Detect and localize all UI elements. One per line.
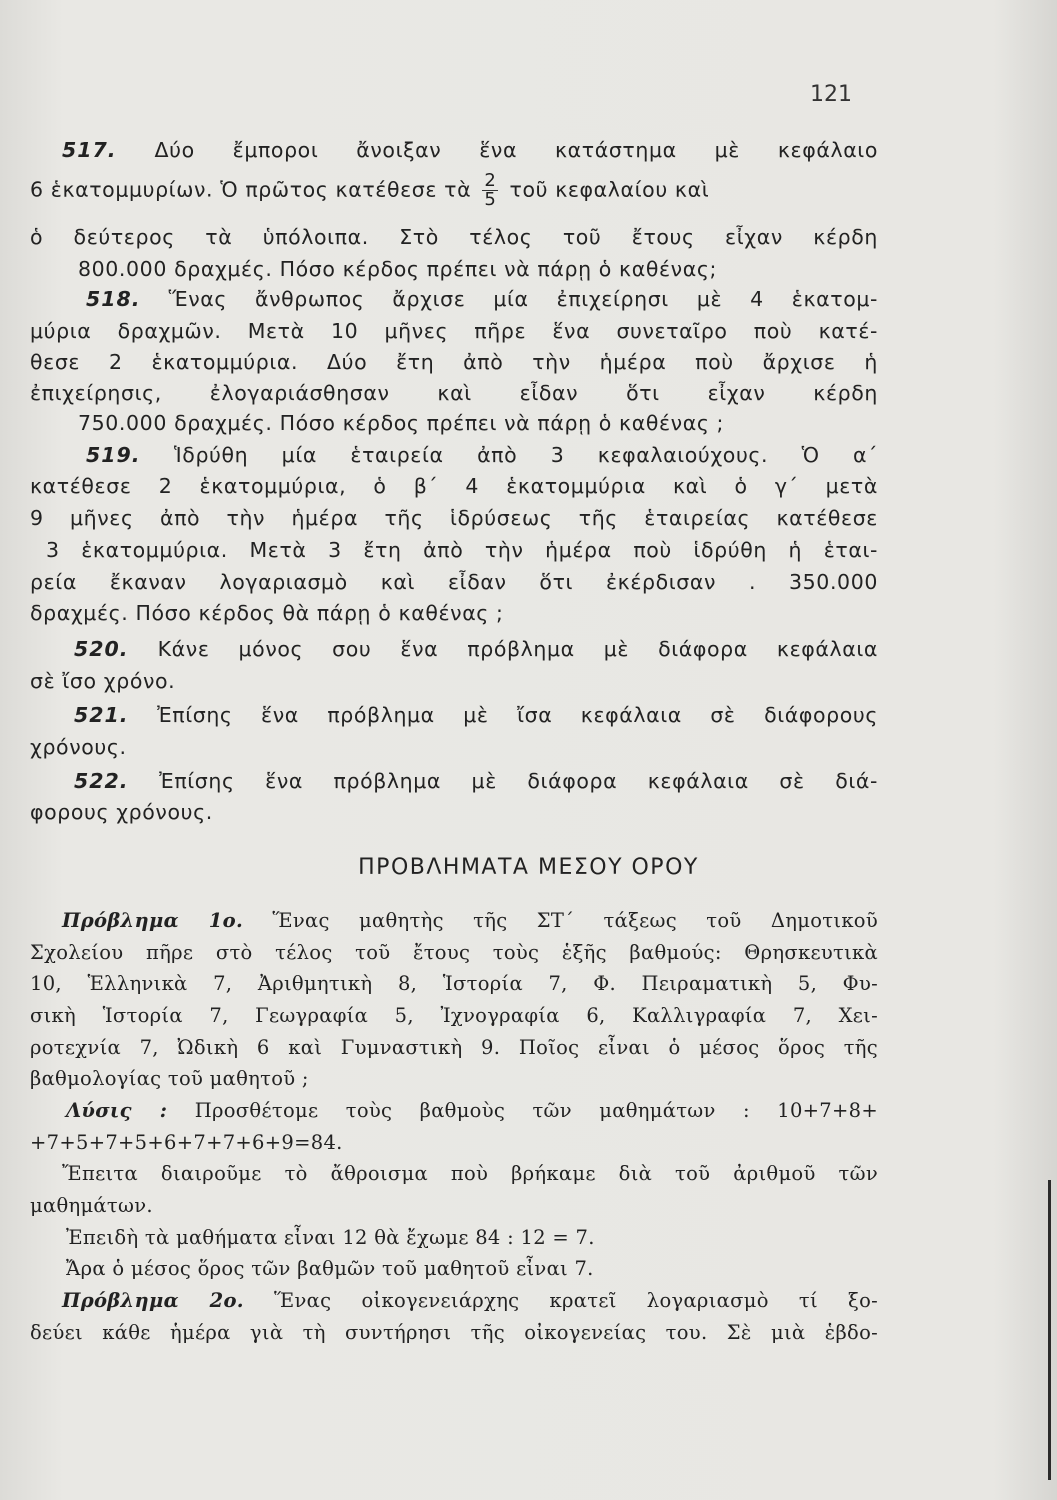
solution-line: +7+5+7+5+6+7+7+6+9=84. [30, 1131, 343, 1154]
page-number: 121 [810, 82, 852, 107]
problem-1-line: σικὴ Ἱστορία 7, Γεωγραφία 5, Ἰχνογραφία 6, Καλλιγραφία 7, Χει- [30, 1004, 878, 1027]
problem-517-number: 517. [62, 138, 117, 162]
problem-517-line: ὁ δεύτερος τὰ ὑπόλοιπα. Στὸ τέλος τοῦ ἔτους εἶχαν κέρδη [30, 225, 878, 249]
problem-521-line: χρόνους. [30, 735, 127, 759]
problem-2-line: δεύει κάθε ἡμέρα γιὰ τὴ συντήρησι τῆς οἰκογενείας του. Σὲ μιὰ ἑβδο- [30, 1321, 878, 1344]
problem-1-label: Πρόβλημα 1ο. [62, 909, 244, 932]
problem-521-line: 521. Ἐπίσης ἕνα πρόβλημα μὲ ἴσα κεφάλαια σὲ διάφορους [74, 703, 878, 727]
problem-518-line: 518. Ἕνας ἄνθρωπος ἄρχισε μία ἐπιχείρησι μὲ 4 ἑκατομ- [86, 287, 878, 311]
problem-519-number: 519. [86, 443, 141, 467]
problem-1-line: ροτεχνία 7, Ὠδικὴ 6 καὶ Γυμναστικὴ 9. Ποῖος εἶναι ὁ μέσος ὅρος τῆς [30, 1036, 878, 1059]
problem-517-line: 6 ἑκατομμυρίων. Ὁ πρῶτος κατέθεσε τὰ $\frac{2}{5}$ τοῦ κεφαλαίου καὶ [30, 170, 710, 210]
problem-517-line: 800.000 δραχμές. Πόσο κέρδος πρέπει νὰ πάρῃ ὁ καθένας; [78, 257, 717, 281]
section-heading: ΠΡΟΒΛΗΜΑΤΑ ΜΕΣΟΥ ΟΡΟΥ [358, 855, 699, 880]
problem-518-line: ἐπιχείρησις, ἐλογαριάσθησαν καὶ εἶδαν ὅτι εἶχαν κέρδη [30, 381, 878, 405]
problem-519-line: ρεία ἔκαναν λογαριασμὸ καὶ εἶδαν ὅτι ἐκέρδισαν . 350.000 [30, 570, 878, 594]
solution-line: Λύσις : Προσθέτομε τοὺς βαθμοὺς τῶν μαθημάτων : 10+7+8+ [66, 1099, 878, 1122]
problem-1-line: 10, Ἑλληνικὰ 7, Ἀριθμητικὴ 8, Ἱστορία 7, Φ. Πειραματικὴ 5, Φυ- [30, 972, 878, 995]
solution-line: Ἔπειτα διαιροῦμε τὸ ἄθροισμα ποὺ βρήκαμε διὰ τοῦ ἀριθμοῦ τῶν [62, 1162, 878, 1185]
problem-518-line: μύρια δραχμῶν. Μετὰ 10 μῆνες πῆρε ἕνα συνεταῖρο ποὺ κατέ- [30, 319, 878, 343]
solution-line: Ἐπειδὴ τὰ μαθήματα εἶναι 12 θὰ ἔχωμε 84 : 12 = 7. [66, 1226, 595, 1249]
problem-1-line: Πρόβλημα 1ο. Ἕνας μαθητὴς τῆς ΣΤ΄ τάξεως τοῦ Δημοτικοῦ [62, 909, 878, 932]
problem-522-line: 522. Ἐπίσης ἕνα πρόβλημα μὲ διάφορα κεφάλαια σὲ διά- [74, 769, 878, 793]
problem-521-number: 521. [74, 703, 129, 727]
problem-2-line: Πρόβλημα 2ο. Ἕνας οἰκογενειάρχης κρατεῖ λογαριασμὸ τί ξο- [62, 1289, 879, 1312]
problem-519-line: κατέθεσε 2 ἑκατομμύρια, ὁ β΄ 4 ἑκατομμύρια καὶ ὁ γ΄ μετὰ [30, 474, 878, 498]
problem-518-line: 750.000 δραχμές. Πόσο κέρδος πρέπει νὰ πάρῃ ὁ καθένας ; [78, 411, 725, 435]
problem-2-label: Πρόβλημα 2ο. [62, 1289, 244, 1312]
problem-522-number: 522. [74, 769, 129, 793]
problem-520-number: 520. [74, 637, 129, 661]
problem-1-line: Σχολείου πῆρε στὸ τέλος τοῦ ἔτους τοὺς ἑξῆς βαθμούς: Θρησκευτικὰ [30, 941, 878, 964]
problem-517-line: 517. Δύο ἔμποροι ἄνοιξαν ἕνα κατάστημα μὲ κεφάλαιο [62, 138, 878, 162]
problem-1-line: βαθμολογίας τοῦ μαθητοῦ ; [30, 1067, 309, 1090]
problem-520-line: σὲ ἴσο χρόνο. [30, 669, 176, 693]
fraction-two-fifths: $\frac{2}{5}$ [484, 170, 497, 210]
solution-line: Ἄρα ὁ μέσος ὅρος τῶν βαθμῶν τοῦ μαθητοῦ εἶναι 7. [66, 1257, 594, 1280]
problem-522-line: φορους χρόνους. [30, 800, 213, 824]
problem-518-line: θεσε 2 ἑκατομμύρια. Δύο ἔτη ἀπὸ τὴν ἡμέρα ποὺ ἄρχισε ἡ [30, 350, 878, 374]
page-edge-shadow [1048, 1180, 1051, 1480]
problem-519-line: 519. Ἱδρύθη μία ἑταιρεία ἀπὸ 3 κεφαλαιούχους. Ὁ α΄ [86, 443, 878, 467]
solution-line: μαθημάτων. [30, 1194, 153, 1217]
solution-label: Λύσις : [66, 1099, 168, 1122]
problem-519-line: 9 μῆνες ἀπὸ τὴν ἡμέρα τῆς ἱδρύσεως τῆς ἑταιρείας κατέθεσε [30, 506, 878, 530]
problem-518-number: 518. [86, 287, 141, 311]
problem-519-line: δραχμές. Πόσο κέρδος θὰ πάρῃ ὁ καθένας ; [30, 601, 504, 625]
problem-519-line: 3 ἑκατομμύρια. Μετὰ 3 ἔτη ἀπὸ τὴν ἡμέρα ποὺ ἱδρύθη ἡ ἑται- [46, 538, 878, 562]
problem-520-line: 520. Κάνε μόνος σου ἕνα πρόβλημα μὲ διάφορα κεφάλαια [74, 637, 878, 661]
